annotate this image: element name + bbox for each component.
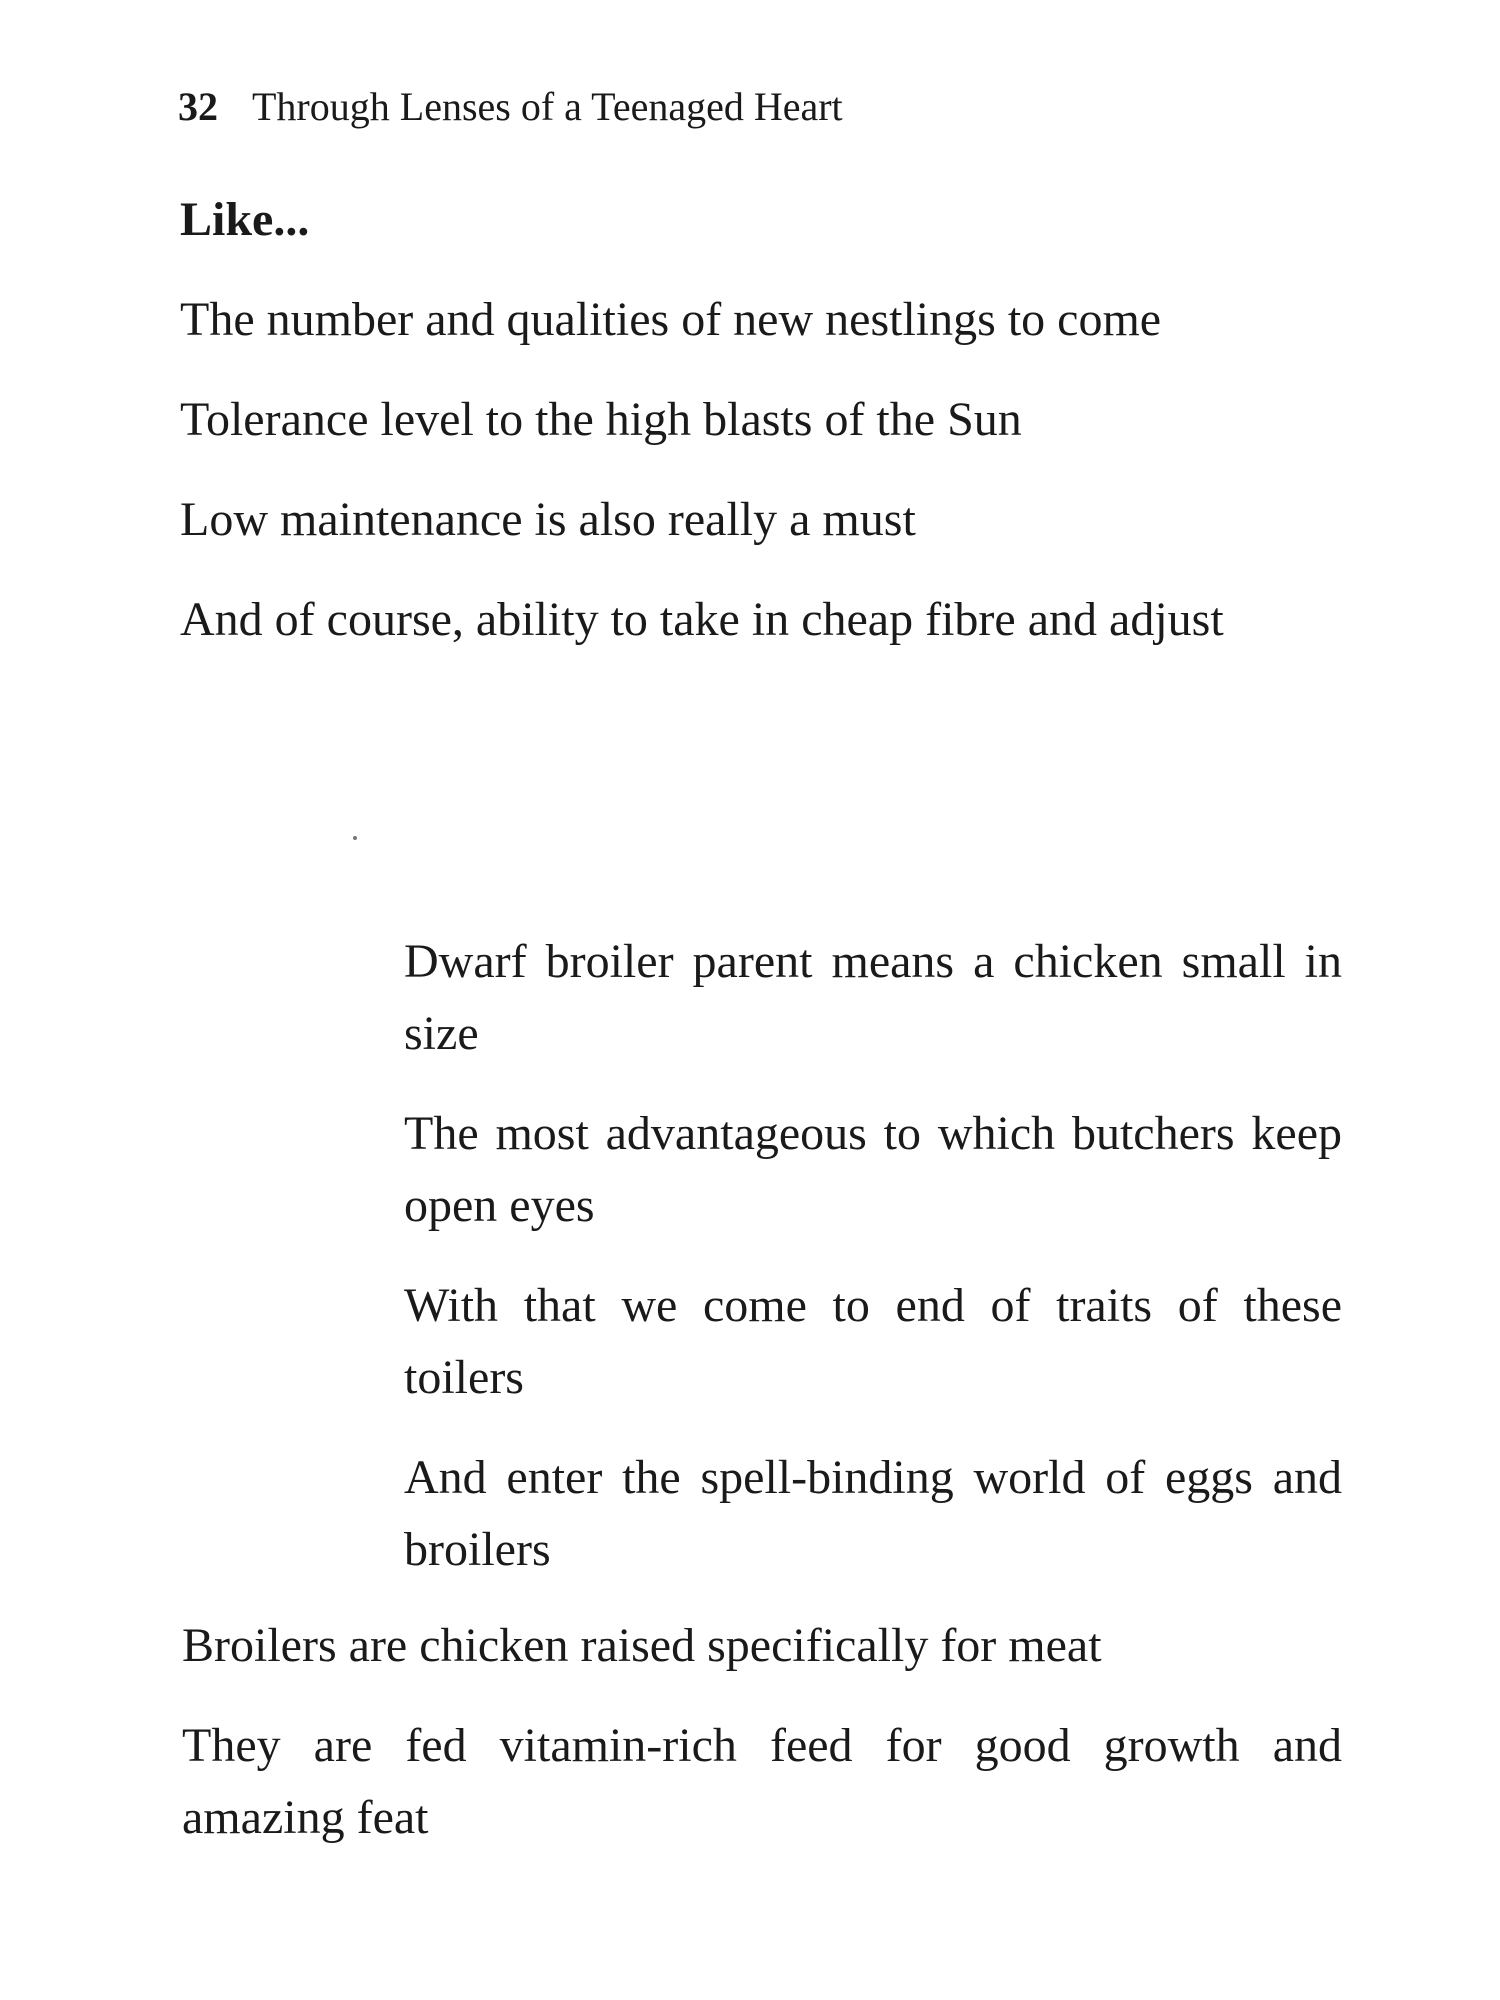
poem-line: Broilers are chicken raised specifically for meat [182,1619,1102,1672]
book-title: Through Lenses of a Teenaged Heart [252,84,843,129]
poem-line: Dwarf broiler parent means a chicken small in size [404,935,1342,1060]
poem-line: The number and qualities of new nestlings to come [180,293,1162,346]
section-heading: Like... [180,193,310,246]
poem-line: And enter the spell-binding world of eggs and broilers [404,1451,1342,1576]
poem-line: And of course, ability to take in cheap fibre and adjust [180,593,1224,646]
stanza-2-indented [404,926,1342,1614]
running-head [178,82,843,132]
stanza-3 [182,1610,1342,1882]
poem-line: Tolerance level to the high blasts of the Sun [180,393,1022,446]
poem-line: With that we come to end of traits of these toilers [404,1279,1342,1404]
poem-line: They are fed vitamin-rich feed for good growth and amazing feat [182,1719,1342,1844]
page-number: 32 [178,84,218,129]
poem-line: Low maintenance is also really a must [180,493,916,546]
poem-line: The most advantageous to which butchers keep open eyes [404,1107,1342,1232]
stanza-1 [180,284,1342,684]
stray-ink-dot [353,836,357,840]
